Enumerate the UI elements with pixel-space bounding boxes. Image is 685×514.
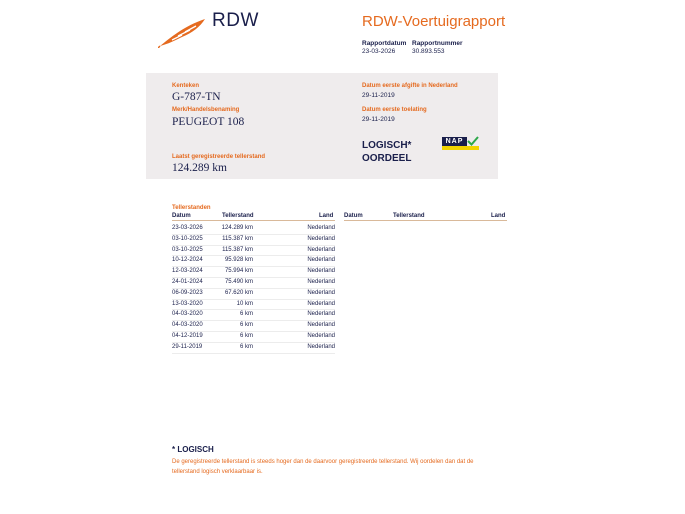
plate-value: G-787-TN: [172, 91, 221, 103]
table-rule-left: [172, 220, 335, 221]
note-text: De geregistreerde tellerstand is steeds hoger dan de daarvoor geregistreerde tellerstand. Wij oordelen dan dat de tellerstand logisch verklaarbaar is.: [172, 459, 474, 475]
row-country: Nederland: [307, 322, 335, 329]
row-km: 67.620 km: [224, 289, 253, 296]
row-country: Nederland: [307, 246, 335, 253]
row-date: 03-10-2025: [172, 246, 203, 253]
row-date: 23-03-2026: [172, 225, 203, 231]
row-date: 04-03-2020: [172, 322, 203, 329]
col-header-date-right: Datum: [344, 213, 363, 219]
row-km: 95.928 km: [224, 257, 253, 264]
col-header-country-right: Land: [491, 213, 506, 219]
row-country: Nederland: [307, 343, 335, 350]
row-country: Nederland: [307, 279, 335, 285]
odometer-value: 124.289 km: [172, 162, 227, 174]
row-km: 6 km: [239, 343, 253, 350]
verdict-value: LOGISCH*: [362, 140, 412, 151]
report-number-label: Rapportnummer: [412, 40, 463, 47]
row-km: 6 km: [239, 322, 253, 329]
nap-label: NAP: [442, 137, 467, 146]
nap-badge: [442, 137, 479, 150]
rdw-logo-icon: [158, 18, 206, 48]
row-km: 6 km: [239, 333, 253, 339]
report-number: 30.893.553: [412, 48, 445, 55]
report-title: RDW-Voertuigrapport: [362, 13, 506, 30]
verdict-label: OORDEEL: [362, 153, 412, 164]
row-country: Nederland: [307, 300, 335, 307]
row-date: 10-12-2024: [172, 257, 203, 264]
row-country: Nederland: [307, 333, 335, 339]
row-date: 04-03-2020: [172, 311, 203, 318]
row-date: 06-09-2023: [172, 289, 203, 296]
col-header-date: Datum: [172, 213, 191, 219]
nap-stripe: [442, 146, 479, 150]
row-km: 124.289 km: [221, 225, 253, 231]
row-country: Nederland: [307, 268, 335, 275]
first-admission-value: 29-11-2019: [362, 116, 395, 123]
note-title: * LOGISCH: [172, 445, 214, 454]
row-km: 115.387 km: [222, 246, 253, 253]
table-rule-right: [344, 220, 507, 221]
row-country: Nederland: [307, 257, 335, 264]
row-km: 75.490 km: [224, 279, 253, 285]
row-date: 04-12-2019: [172, 333, 203, 339]
make-label: Merk/Handelsbenaming: [172, 107, 240, 113]
row-km: 6 km: [239, 311, 253, 318]
plate-label: Kenteken: [172, 83, 200, 89]
report-date-label: Rapportdatum: [362, 40, 407, 47]
row-country: Nederland: [307, 289, 335, 296]
row-km: 115.387 km: [222, 235, 253, 242]
first-nl-label: Datum eerste afgifte in Nederland: [362, 83, 458, 89]
col-header-country: Land: [319, 213, 334, 219]
row-date: 24-01-2024: [172, 279, 203, 285]
row-date: 03-10-2025: [172, 235, 203, 242]
row-country: Nederland: [307, 311, 335, 318]
row-km: 10 km: [236, 300, 253, 307]
first-admission-label: Datum eerste toelating: [362, 107, 427, 113]
readings-title: Tellerstanden: [172, 205, 211, 211]
col-header-km-right: Tellerstand: [393, 213, 425, 219]
row-date: 13-03-2020: [172, 300, 203, 307]
row-date: 12-03-2024: [172, 268, 203, 275]
make-value: PEUGEOT 108: [172, 116, 245, 128]
check-icon: [467, 136, 479, 146]
row-country: Nederland: [307, 235, 335, 242]
table-row: [172, 342, 335, 354]
odometer-label: Laatst geregistreerde tellerstand: [172, 154, 266, 160]
row-date: 29-11-2019: [172, 343, 203, 350]
brand-name: RDW: [212, 10, 259, 31]
first-nl-value: 29-11-2019: [362, 92, 395, 99]
report-date: 23-03-2026: [362, 48, 396, 55]
verdict-block: [362, 139, 411, 165]
row-km: 75.994 km: [224, 268, 253, 275]
col-header-km: Tellerstand: [222, 213, 254, 219]
row-country: Nederland: [307, 225, 335, 231]
